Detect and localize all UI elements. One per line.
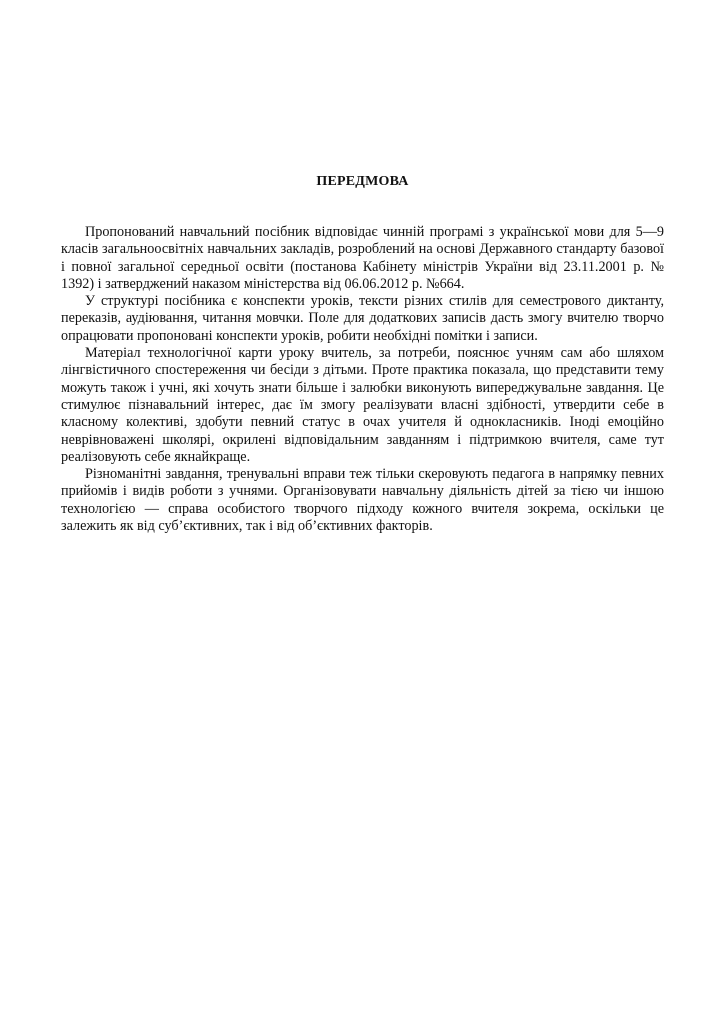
page-title: ПЕРЕДМОВА [316,174,409,189]
preface-body [61,224,664,535]
paragraph: У структурі посібника є конспекти уроків, тексти різних стилів для семестрового диктанту, переказів, аудіювання, читання мовчки. Поле для додаткових записів дасть змогу вчителю творчо опрацювати пропоновані конспекти уроків, робити необхідні помітки і записи. [61,293,664,344]
paragraph: Різноманітні завдання, тренувальні вправи теж тільки скеровують педагога в напрямку певних прийомів і видів роботи з учнями. Організовувати навчальну діяльність дітей за тією чи іншою технологією — справа особистого творчого підходу кожного вчителя зокрема, оскільки це залежить як від суб’єктивних, так і від об’єктивних факторів. [61,466,664,535]
paragraph: Матеріал технологічної карти уроку вчитель, за потреби, пояснює учням сам або шляхом лінгвістичного спостереження чи бесіди з дітьми. Проте практика показала, що представити тему можуть також і учні, які хочуть знати більше і залюбки виконують випереджувальне завдання. Це стимулює пізнавальний інтерес, дає їм змогу реалізувати власні здібності, утвердити себе в класному колективі, здобути певний статус в очах учителя й однокласників. Іноді емоційно неврівноважені школярі, окрилені відповідальним завданням і підтримкою вчителя, саме тут реалізовують себе якнайкраще. [61,345,664,465]
paragraph: Пропонований навчальний посібник відповідає чинній програмі з української мови для 5—9 класів загальноосвітніх навчальних закладів, розроблений на основі Державного стандарту базової і повної загальної середньої освіти (постанова Кабінету міністрів України від 23.11.2001 р. № 1392) і затверджений наказом міністерства від 06.06.2012 р. №664. [61,224,664,292]
